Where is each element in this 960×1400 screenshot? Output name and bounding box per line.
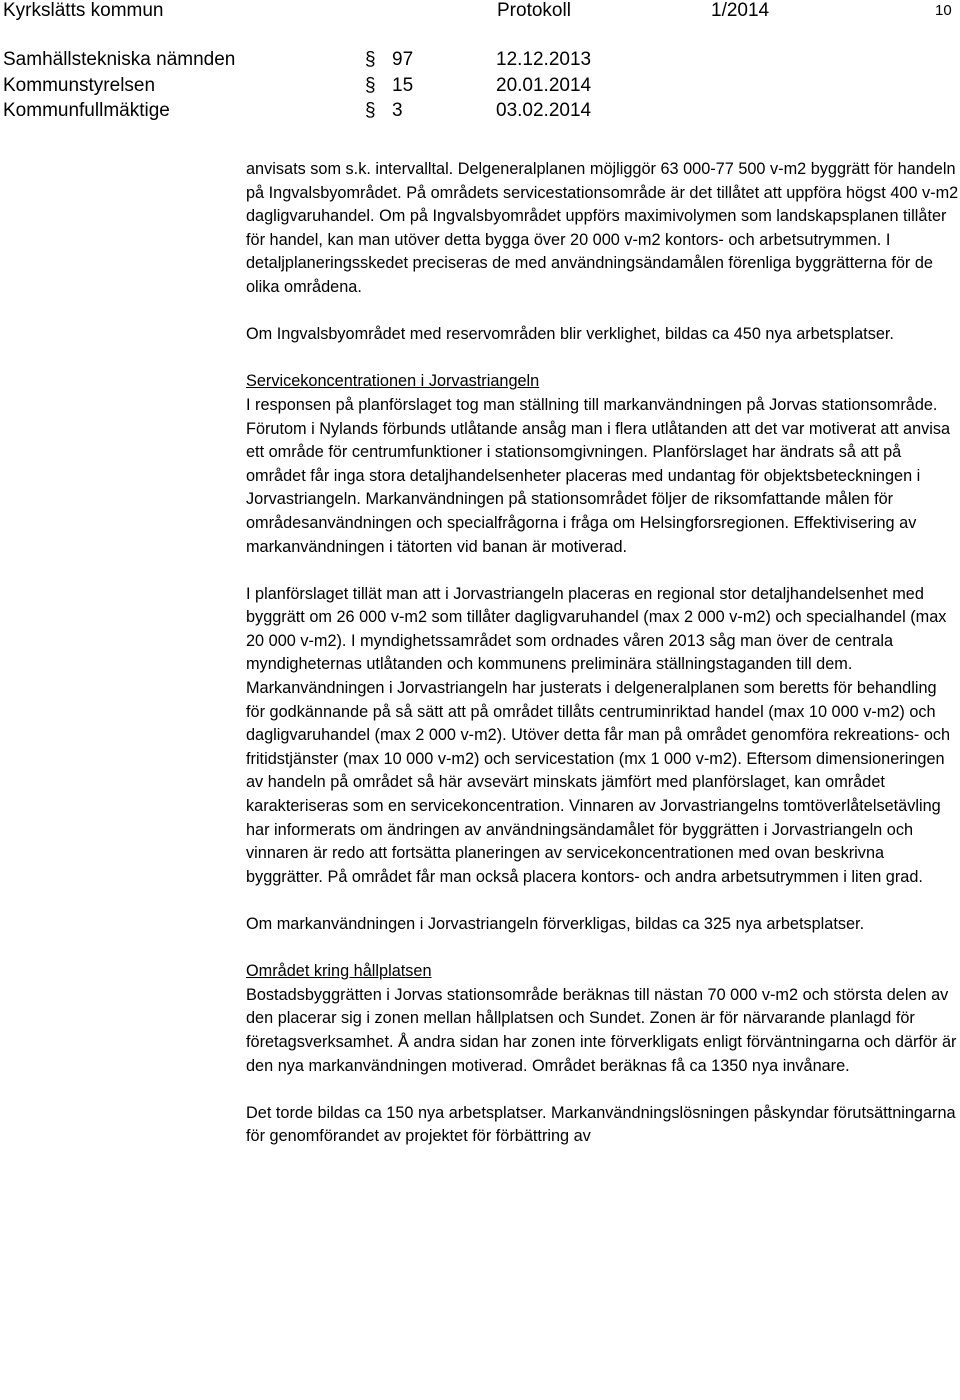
paragraph: Om markanvändningen i Jorvastriangeln förverkligas, bildas ca 325 nya arbetsplatser. bbox=[246, 915, 865, 933]
meeting-body: Kommunstyrelsen bbox=[3, 74, 156, 96]
paragraph: Bostadsbyggrätten i Jorvas stationsområde beräknas till nästan 70 000 v-m2 och största delen av den placerar sig i zonen mellan hållplatsen och Sundet. Zonen är för närvarande planlagd för företagsverksamhet. Å andra sidan har zonen inte förverkligats enligt förväntningarna och därför är den nya markanvändningen motiverad. Området beräknas få ca 1350 nya invånare. bbox=[246, 985, 957, 1075]
paragraph: Om Ingvalsbyområdet med reservområden blir verklighet, bildas ca 450 nya arbetsplatser. bbox=[246, 325, 894, 344]
meeting-reference-row bbox=[0, 98, 960, 124]
municipality-name: Kyrkslätts kommun bbox=[3, 0, 164, 21]
paragraph: I responsen på planförslaget tog man ställning till markanvändningen på Jorvas stationsområde. Förutom i Nylands förbunds utlåtande ansåg man i flera utlåtanden att det var motiverat att anvisa ett område för centrumfunktioner i stationsomgivningen. Planförslaget har ändrats så att på området får inga stora detaljhandelsenheter placeras med undantag för objektsbeteckningen i Jorvastriangeln. Markanvändningen på stationsområdet följer de riksomfattande målen för områdesanvändningen och specialfrågorna i fråga om Helsingforsregionen. Effektivisering av markanvändningen i tätorten vid banan är motiverad. bbox=[246, 395, 951, 556]
page-header bbox=[0, 0, 960, 32]
paragraph: Det torde bildas ca 150 nya arbetsplatser. Markanvändningslösningen påskyndar förutsättningarna för genomförandet av projektet för förbättring av bbox=[246, 1103, 956, 1146]
section-sign: § bbox=[365, 100, 376, 121]
section-sign: § bbox=[365, 74, 376, 96]
meeting-date: 03.02.2014 bbox=[496, 100, 592, 121]
section-heading: Servicekoncentrationen i Jorvastriangeln bbox=[246, 372, 540, 391]
document-type: Protokoll bbox=[497, 0, 571, 21]
document-body bbox=[246, 158, 960, 1149]
meeting-reference-row bbox=[0, 73, 960, 99]
paragraph: I planförslaget tillät man att i Jorvastriangeln placeras en regional stor detaljhandelsenhet med byggrätt om 26 000 v-m2 som tillåter dagligvaruhandel (max 2 000 v-m2) och specialhandel (max 20 000 v-m2). I myndighetssamrådet som ordnades våren 2013 såg man över de centrala myndigheternas utlåtanden och kommunens preliminära ställningstaganden till dem. Markanvändningen i Jorvastriangeln har justerats i delgeneralplanen som beretts för behandling för godkännande på så sätt att på området tillåts centruminriktad handel (max 10 000 v-m2) och dagligvaruhandel (max 2 000 v-m2). Utöver detta får man på området genomföra rekreations- och fritidstjänster (max 10 000 v-m2) och servicestation (mx 1 000 v-m2). Eftersom dimensioneringen av handeln på området så här avsevärt minskats jämfört med planförslaget, kan området karakteriseras som en servicekoncentration. Vinnaren av Jorvastriangelns tomtöverlåtelsetävling har informerats om ändringen av användningsändamålet för byggrätten i Jorvastriangeln och vinnaren är redo att fortsätta planeringen av servicekoncentrationen med ovan beskrivna byggrätter. På området får man också placera kontors- och andra arbetsutrymmen i liten grad. bbox=[246, 584, 951, 886]
paragraph: anvisats som s.k. intervalltal. Delgeneralplanen möjliggör 63 000-77 500 v-m2 byggrätt för handeln på Ingvalsbyområdet. På områdets servicestationsområde är det tillåtet att uppföra högst 400 v-m2 dagligvaruhandel. Om på Ingvalsbyområdet uppförs maximivolymen som landskapsplanen tillåter för handel, kan man utöver detta bygga över 20 000 v-m2 kontors- och arbetsutrymmen. I detaljplaneringsskedet preciseras de med användningsändamålen förenliga byggrätterna för de olika områdena. bbox=[246, 160, 959, 296]
section-number: 97 bbox=[392, 49, 414, 70]
section-number: 3 bbox=[392, 100, 403, 121]
page-number: 10 bbox=[935, 2, 952, 19]
section-sign: § bbox=[365, 49, 376, 70]
meeting-body: Kommunfullmäktige bbox=[3, 100, 170, 121]
meeting-reference-row bbox=[0, 47, 960, 73]
meeting-body: Samhällstekniska nämnden bbox=[3, 49, 236, 70]
meeting-date: 20.01.2014 bbox=[496, 74, 592, 96]
meeting-date: 12.12.2013 bbox=[496, 49, 592, 70]
protocol-number: 1/2014 bbox=[711, 0, 770, 21]
section-number: 15 bbox=[392, 74, 414, 96]
meeting-reference-list bbox=[0, 47, 960, 124]
section-heading: Området kring hållplatsen bbox=[246, 962, 432, 981]
